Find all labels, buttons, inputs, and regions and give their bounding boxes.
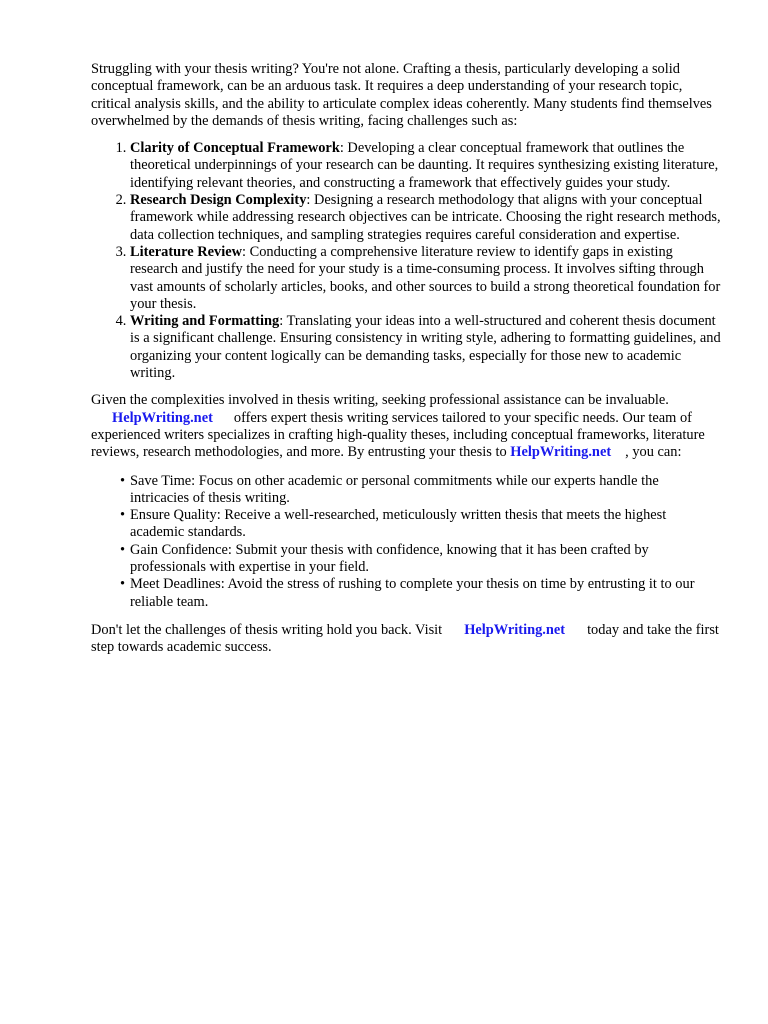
- benefit-text: Save Time: Focus on other academic or personal commitments while our experts handle the intricacies of thesis writing.: [130, 472, 659, 506]
- list-item: [120, 507, 721, 542]
- bullet-icon: •: [120, 472, 126, 489]
- challenge-title: Literature Review: [130, 243, 243, 260]
- benefit-text: Meet Deadlines: Avoid the stress of rushing to complete your thesis on time by entrusting it to our reliable team.: [130, 576, 695, 610]
- bullet-icon: •: [120, 576, 126, 593]
- benefits-list: [91, 473, 721, 611]
- list-item: [120, 541, 721, 577]
- list-item: [130, 244, 721, 313]
- challenge-title: Clarity of Conceptual Framework: [130, 140, 340, 157]
- challenge-text: : Translating your ideas into a well-structured and coherent thesis document is a significant challenge. Ensuring consistency in writing style, adhering to formatting guidelines, and organizing your content logically can be demanding tasks, especially for those new to academic writing.: [130, 313, 721, 382]
- challenge-title: Writing and Formatting: [130, 313, 280, 330]
- closing-text-2: today and take the first step towards academic success.: [91, 621, 719, 656]
- challenge-title: Research Design Complexity: [130, 192, 307, 209]
- helpwriting-link-2[interactable]: HelpWriting.net: [510, 444, 612, 461]
- helpwriting-link-3[interactable]: HelpWriting.net: [464, 621, 566, 638]
- list-item: [120, 472, 721, 508]
- challenge-text: : Developing a clear conceptual framework that outlines the theoretical underpinnings of your research can be daunting. It requires synthesizing existing literature, identifying relevant theories, and constructing a framework that effectively guides your study.: [130, 140, 719, 191]
- bullet-icon: •: [120, 507, 126, 524]
- list-item: [120, 576, 721, 611]
- closing-text-1: Don't let the challenges of thesis writing hold you back. Visit: [91, 621, 443, 638]
- offer-paragraph: [91, 392, 721, 461]
- list-item: [130, 192, 721, 244]
- offer-text-3: , you can:: [625, 444, 682, 461]
- benefit-text: Gain Confidence: Submit your thesis with confidence, knowing that it has been crafted by professionals with expertise in your field.: [130, 541, 649, 576]
- offer-text-2: offers expert thesis writing services tailored to your specific needs. Our team of experienced writers specializes in crafting high-quality theses, including conceptual frameworks, literature reviews, research methodologies, and more. By entrusting your thesis to: [91, 409, 705, 461]
- challenge-text: : Conducting a comprehensive literature review to identify gaps in existing research and justify the need for your study is a time-consuming process. It involves sifting through vast amounts of scholarly articles, books, and other sources to build a strong theoretical foundation for your thesis.: [130, 243, 721, 312]
- challenge-text: : Designing a research methodology that aligns with your conceptual framework while addressing research objectives can be intricate. Choosing the right research methods, data collection techniques, and sampling strategies requires careful consideration and expertise.: [130, 192, 721, 243]
- challenges-list: [91, 140, 721, 382]
- list-item: [130, 140, 721, 192]
- document-page: [91, 61, 721, 657]
- intro-paragraph: Struggling with your thesis writing? You're not alone. Crafting a thesis, particularly developing a solid conceptual framework, can be an arduous task. It requires a deep understanding of your research topic, critical analysis skills, and the ability to articulate complex ideas coherently. Many students find themselves overwhelmed by the demands of thesis writing, facing challenges such as:: [91, 61, 712, 129]
- benefit-text: Ensure Quality: Receive a well-researched, meticulously written thesis that meets the highest academic standards.: [130, 507, 667, 541]
- closing-paragraph: [91, 622, 721, 657]
- offer-text-1: Given the complexities involved in thesis writing, seeking professional assistance can be invaluable.: [91, 392, 669, 409]
- bullet-icon: •: [120, 541, 126, 558]
- list-item: [130, 313, 721, 382]
- helpwriting-link-1[interactable]: HelpWriting.net: [112, 409, 213, 426]
